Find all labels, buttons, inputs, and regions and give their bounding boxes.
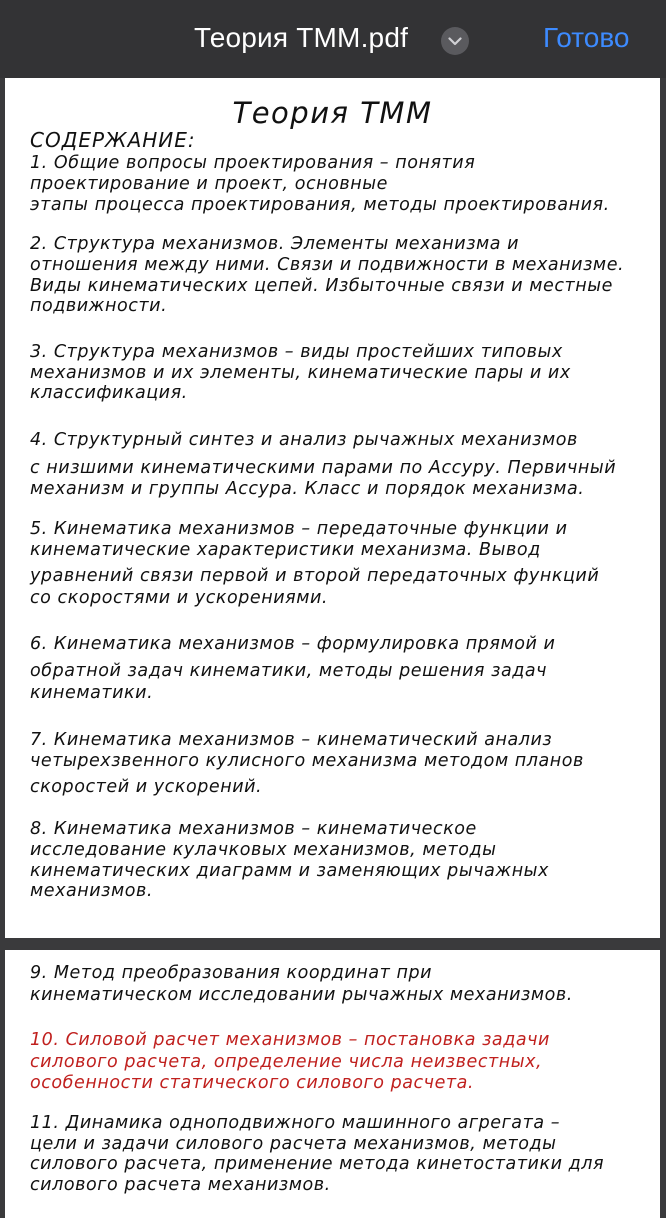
top-bar bbox=[0, 0, 666, 78]
text-line: уравнений связи первой и второй передаточных функций bbox=[30, 566, 600, 586]
text-line: кинематики. bbox=[30, 683, 154, 703]
text-line: кинематических диаграмм и заменяющих рычажных bbox=[30, 861, 549, 881]
text-line: 10. Силовой расчет механизмов – постановка задачи bbox=[30, 1030, 550, 1050]
text-line: силового расчета, применение метода кинетостатики для bbox=[30, 1154, 605, 1174]
text-line: силового расчета, определение числа неизвестных, bbox=[30, 1052, 543, 1072]
text-line: обратной задач кинематики, методы решения задач bbox=[30, 661, 548, 681]
text-line: подвижности. bbox=[30, 296, 168, 316]
text-line: 5. Кинематика механизмов – передаточные функции и bbox=[30, 519, 568, 539]
text-line: 9. Метод преобразования координат при bbox=[30, 963, 433, 983]
text-line: 2. Структура механизмов. Элементы механизма и bbox=[30, 234, 520, 254]
text-line: механизмов и их элементы, кинематические пары и их bbox=[30, 363, 571, 383]
done-button[interactable]: Готово bbox=[543, 22, 630, 53]
text-line: кинематическом исследовании рычажных механизмов. bbox=[30, 985, 573, 1005]
text-line: цели и задачи силового расчета механизмов, методы bbox=[30, 1134, 557, 1154]
chevron-down-icon bbox=[448, 37, 462, 46]
text-line: отношения между ними. Связи и подвижности в механизме. bbox=[30, 255, 625, 275]
text-line: 11. Динамика одноподвижного машинного агрегата – bbox=[30, 1113, 561, 1133]
contents-label: СОДЕРЖАНИЕ: bbox=[30, 128, 196, 152]
text-line: скоростей и ускорений. bbox=[30, 777, 263, 797]
text-line: с низшими кинематическими парами по Ассуру. Первичный bbox=[30, 458, 617, 478]
text-line: проектирование и проект, основные bbox=[30, 174, 388, 194]
text-line: исследование кулачковых механизмов, методы bbox=[30, 840, 497, 860]
text-line: этапы процесса проектирования, методы проектирования. bbox=[30, 195, 610, 215]
text-line: механизм и группы Ассура. Класс и порядок механизма. bbox=[30, 479, 585, 499]
title-menu-button[interactable] bbox=[441, 27, 469, 55]
text-line: 6. Кинематика механизмов – формулировка прямой и bbox=[30, 634, 556, 654]
pdf-page-2[interactable] bbox=[5, 950, 660, 1218]
text-line: механизмов. bbox=[30, 881, 154, 901]
pdf-page-1[interactable] bbox=[5, 78, 660, 938]
document-title[interactable]: Теория ТММ.pdf bbox=[194, 22, 409, 53]
text-line: силового расчета механизмов. bbox=[30, 1175, 331, 1195]
text-line: со скоростями и ускорениями. bbox=[30, 588, 329, 608]
text-line: 7. Кинематика механизмов – кинематический анализ bbox=[30, 730, 553, 750]
text-line: 8. Кинематика механизмов – кинематическое bbox=[30, 819, 477, 839]
text-line: 3. Структура механизмов – виды простейших типовых bbox=[30, 342, 563, 362]
text-line: Виды кинематических цепей. Избыточные связи и местные bbox=[30, 276, 613, 296]
text-line: четырехзвенного кулисного механизма методом планов bbox=[30, 751, 584, 771]
text-line: кинематические характеристики механизма. Вывод bbox=[30, 540, 541, 560]
text-line: классификация. bbox=[30, 383, 188, 403]
text-line: 1. Общие вопросы проектирования – понятия bbox=[30, 153, 476, 173]
page-heading: Теория ТММ bbox=[232, 96, 433, 130]
text-line: особенности статического силового расчета. bbox=[30, 1073, 475, 1093]
text-line: 4. Структурный синтез и анализ рычажных механизмов bbox=[30, 430, 578, 450]
